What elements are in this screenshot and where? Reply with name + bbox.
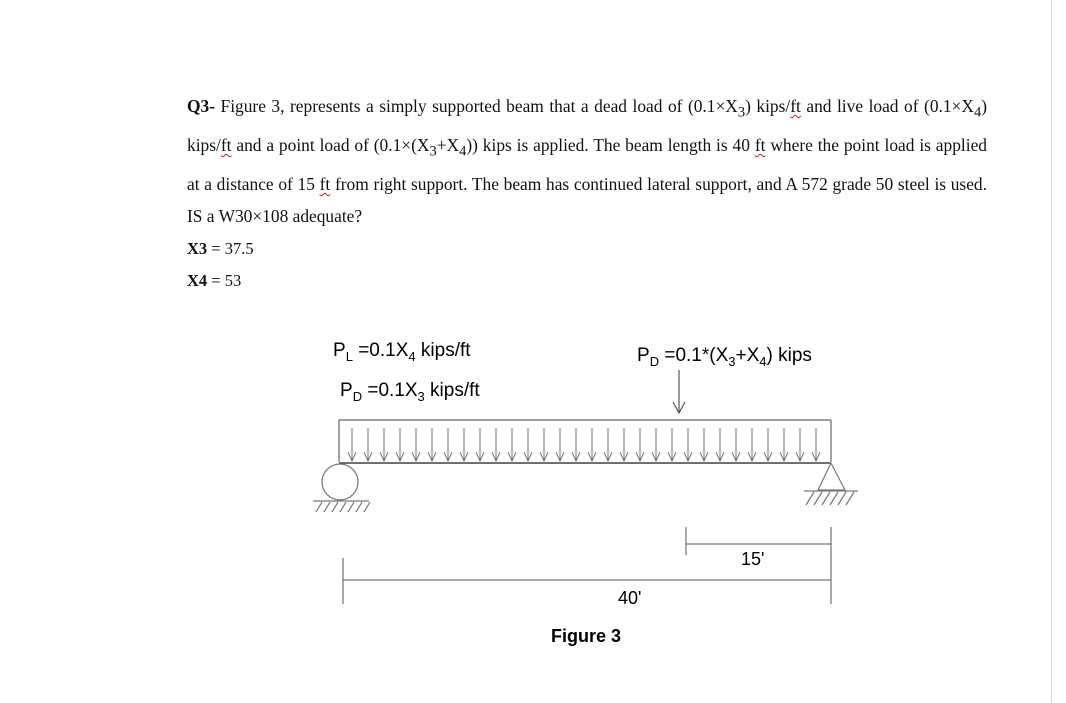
spellcheck-ft: ft: [790, 96, 801, 116]
pin-support: [804, 463, 858, 505]
live-load-label: $P_L =0.1X_4$ kips/ft: [333, 340, 471, 364]
point-load-label: $P_D =0.1*(X_3+X_4)$ kips: [637, 345, 812, 369]
distributed-load-frame: [339, 420, 831, 462]
point-load-arrow: [673, 370, 685, 413]
spellcheck-ft: ft: [220, 134, 232, 155]
x4-value: X4 = 53: [187, 270, 242, 290]
x3-value: X3 = 37.5: [187, 238, 254, 258]
dead-load-label: $P_D =0.1X_3$ kips/ft: [340, 380, 480, 404]
figure-caption: Figure 3: [551, 626, 622, 646]
roller-support: [313, 464, 370, 512]
spellcheck-ft: ft: [319, 173, 331, 194]
spellcheck-ft: ft: [754, 134, 766, 155]
dim-40-label: 40': [618, 588, 642, 608]
dim-15-label: 15': [741, 549, 765, 569]
question-paragraph: Q3- Figure 3, represents a simply supported beam that a dead load of $(0.1\times X_3)$ kips/ft and live load of $(0.1\times X_4)$ kips/ft and a point load of $(0.1\times(X_3+X_4))$ kips is applied. The beam length is 40 ft where the point load is applied at a distance of 15 ft from right support. The beam has continued lateral support, and A 572 grade 50 steel is used. IS a W30×108 adequate?: [187, 96, 987, 227]
question-number: Q3-: [187, 96, 216, 116]
distributed-load-arrows: [348, 428, 820, 461]
